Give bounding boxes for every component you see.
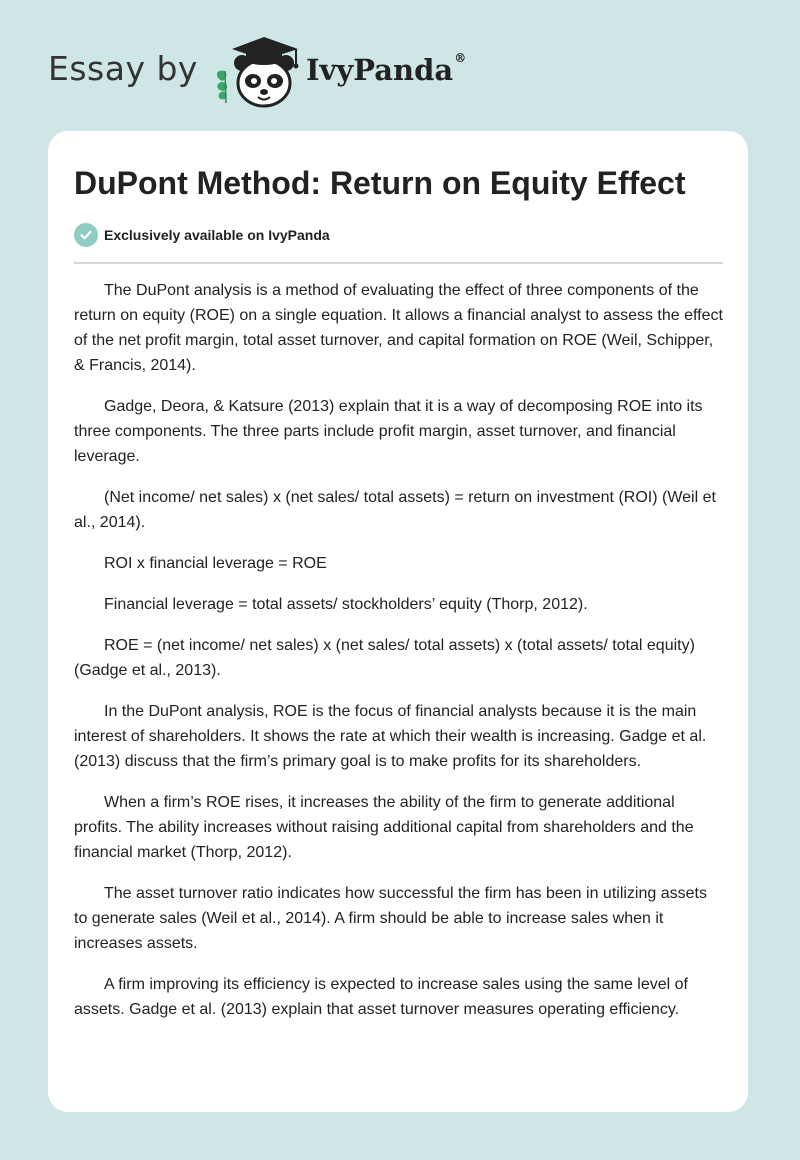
paragraph: A firm improving its efficiency is expected to increase sales using the same level of assets. Gadge et al. (2013) explain that asset turnover measures operating efficiency. <box>74 976 688 1018</box>
paragraph: In the DuPont analysis, ROE is the focus of financial analysts because it is the main interest of shareholders. It shows the rate at which their wealth is increasing. Gadge et al. (2013) discuss that the firm’s primary goal is to make profits for its shareholders. <box>74 703 707 770</box>
site-header <box>48 34 648 110</box>
essay-by-label: Essay by <box>48 48 198 88</box>
check-circle-icon <box>74 223 98 247</box>
paragraph: (Net income/ net sales) x (net sales/ total assets) = return on investment (ROI) (Weil et al., 2014). <box>74 489 716 531</box>
divider <box>74 262 723 264</box>
registered-mark: ® <box>454 51 467 65</box>
exclusive-badge <box>74 221 330 249</box>
paragraph: The DuPont analysis is a method of evaluating the effect of three components of the return on equity (ROE) on a single equation. It allows a financial analyst to assess the effect of the net profit margin, total asset turnover, and capital formation on ROE (Weil, Schipper, & Francis, 2014). <box>74 282 723 374</box>
panda-logo-icon[interactable] <box>212 33 304 109</box>
essay-body <box>74 278 724 1038</box>
paragraph: The asset turnover ratio indicates how successful the firm has been in utilizing assets to generate sales (Weil et al., 2014). A firm should be able to increase sales when it increases assets. <box>74 885 707 952</box>
paragraph: Financial leverage = total assets/ stockholders’ equity (Thorp, 2012). <box>104 596 588 613</box>
exclusive-badge-label: Exclusively available on IvyPanda <box>104 227 330 243</box>
paragraph: Gadge, Deora, & Katsure (2013) explain that it is a way of decomposing ROE into its three components. The three parts include profit margin, asset turnover, and financial leverage. <box>74 398 703 465</box>
brand-name[interactable] <box>306 53 466 87</box>
paragraph: When a firm’s ROE rises, it increases the ability of the firm to generate additional profits. The ability increases without raising additional capital from shareholders and the financial market (Thorp, 2012). <box>74 794 694 861</box>
essay-card <box>48 131 748 1112</box>
paragraph: ROI x financial leverage = ROE <box>104 555 327 572</box>
page-title: DuPont Method: Return on Equity Effect <box>74 165 686 201</box>
paragraph: ROE = (net income/ net sales) x (net sales/ total assets) x (total assets/ total equity) (Gadge et al., 2013). <box>74 637 695 679</box>
brand-label: IvyPanda <box>305 53 454 87</box>
